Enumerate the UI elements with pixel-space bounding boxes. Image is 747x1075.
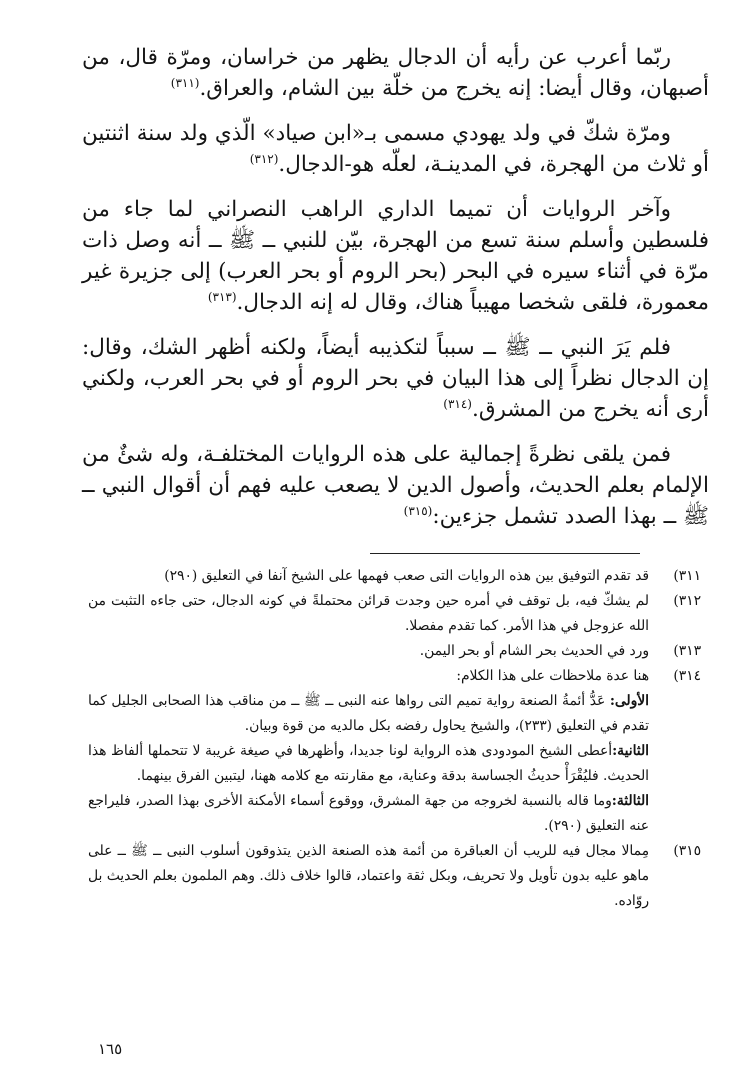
footnotes: [88, 564, 707, 914]
footnote-number: ٣١٥): [673, 843, 701, 859]
main-text: [82, 42, 709, 546]
footnote-314: [88, 664, 707, 839]
footnote-312: [88, 589, 707, 639]
footnote-ref-313: (٣١٣): [207, 289, 237, 304]
footnote-315: [88, 839, 707, 914]
footnote-remark-1: الأولى: عَدُّ أئمةُ الصنعة رواية تميم التى رواها عنه النبى ــ ﷺ ــ من مناقب هذا الصحابى الجليل كما تقدم في التعليق (٢٣٣)، والشيخ يحاول رفضه بكل مالديه من قوة وبيان.: [88, 693, 649, 734]
remark-lead: الأولى:: [609, 693, 649, 709]
paragraph-5: فمن يلقى نظرةً إجمالية على هذه الروايات المختلفـة، وله شئٌ من الإلمام بعلم الحديث، وأصول الدين لا يصعب عليه فهم أن أقوال النبي ــ ﷺ ــ بهذا الصدد تشمل جزءين:$^{(٣١٥)}$: [82, 442, 709, 529]
footnote-remark-3: الثالثة:وما قاله بالنسبة لخروجه من جهة المشرق، ووقوع أسماء الأمكنة الأخرى بهذا الصدر، فليراجع عنه التعليق (٢٩٠).: [88, 793, 649, 834]
footnote-number: ٣١٣): [673, 643, 701, 659]
page-number: ١٦٥: [98, 1040, 123, 1058]
footnote-text: ورد في الحديث بحر الشام أو بحر اليمن.: [419, 643, 649, 659]
footnote-remark-2: الثانية:أعطى الشيخ المودودى هذه الرواية لونا جديدا، وأظهرها في صيغة غريبة لا تتحملها ألفاظ هذا الحديث. فليُقْرَأْ حديثُ الجساسة بدقة وعناية، مع مقارنته مع كلامه ههنا، ليتبين الفرق بينهما.: [88, 743, 649, 784]
footnote-number: ٣١٢): [673, 593, 701, 609]
paragraph-2: ومرّة شكّ في ولد يهودي مسمى بـ«ابن صياد» الّذي ولد سنة اثنتين أو ثلاث من الهجرة، في المدينـة، لعلّه هو-الدجال.$^{(٣١٢)}$: [82, 121, 709, 177]
footnote-text: لم يشكّ فيه، بل توقف في أمره حين وجدت قرائن محتملةً في كونه الدجال، حتى جاءه التثبت من الله عزوجل في هذا الأمر. كما تقدم مفصلا.: [88, 593, 649, 634]
footnote-text: مِمالا مجال فيه للريب أن العباقرة من أئمة هذه الصنعة الذين يتذوقون أسلوب النبى ــ ﷺ ــ على ماهو عليه بدون تأويل ولا تحريف، وبكل ثقة واعتماد، قالوا خلاف ذلك. وهم الملمون بعلم الحديث بل روّاده.: [88, 843, 649, 909]
footnote-text: هنا عدة ملاحظات على هذا الكلام:: [456, 668, 649, 684]
footnote-313: [88, 639, 707, 664]
paragraph-3: وآخر الروايات أن تميما الداري الراهب النصراني لما جاء من فلسطين وأسلم سنة تسع من الهجرة، بيّن للنبي ــ ﷺ ــ أنه وصل ذات مرّة في أثناء سيره في البحر (بحر الروم أو بحر العرب) إلى جزيرة غير معمورة، فلقى شخصا مهيباً هناك، وقال له إنه الدجال.$^{(٣١٣)}$: [82, 197, 709, 315]
paragraph-4: فلم يَرَ النبي ــ ﷺ ــ سبباً لتكذيبه أيضاً، ولكنه أظهر الشك، وقال: إن الدجال نظراً إلى هذا البيان في بحر الروم أو في بحر العرب، ولكني أرى أنه يخرج من المشرق.$^{(٣١٤)}$: [82, 335, 709, 422]
footnote-number: ٣١١): [673, 568, 701, 584]
footnote-ref-314: (٣١٤): [443, 396, 472, 411]
footnote-number: ٣١٤): [673, 668, 701, 684]
paragraph-1: ربّما أعرب عن رأيه أن الدجال يظهر من خراسان، ومرّة قال، من أصبهان، وقال أيضا: إنه يخرج من خلّة بين الشام، والعراق.$^{(٣١١)}$: [82, 45, 709, 101]
footnote-ref-312: (٣١٢): [249, 151, 279, 166]
footnote-311: [88, 564, 707, 589]
footnote-ref-315: (٣١٥): [403, 503, 433, 518]
footnote-text: قد تقدم التوفيق بين هذه الروايات التى صعب فهمها على الشيخ آنفا في التعليق (٢٩٠): [164, 568, 649, 584]
remark-lead: الثالثة:: [611, 793, 649, 809]
footnote-ref-311: (٣١١): [170, 75, 200, 90]
footnote-separator: [370, 553, 640, 554]
remark-lead: الثانية:: [612, 743, 649, 759]
